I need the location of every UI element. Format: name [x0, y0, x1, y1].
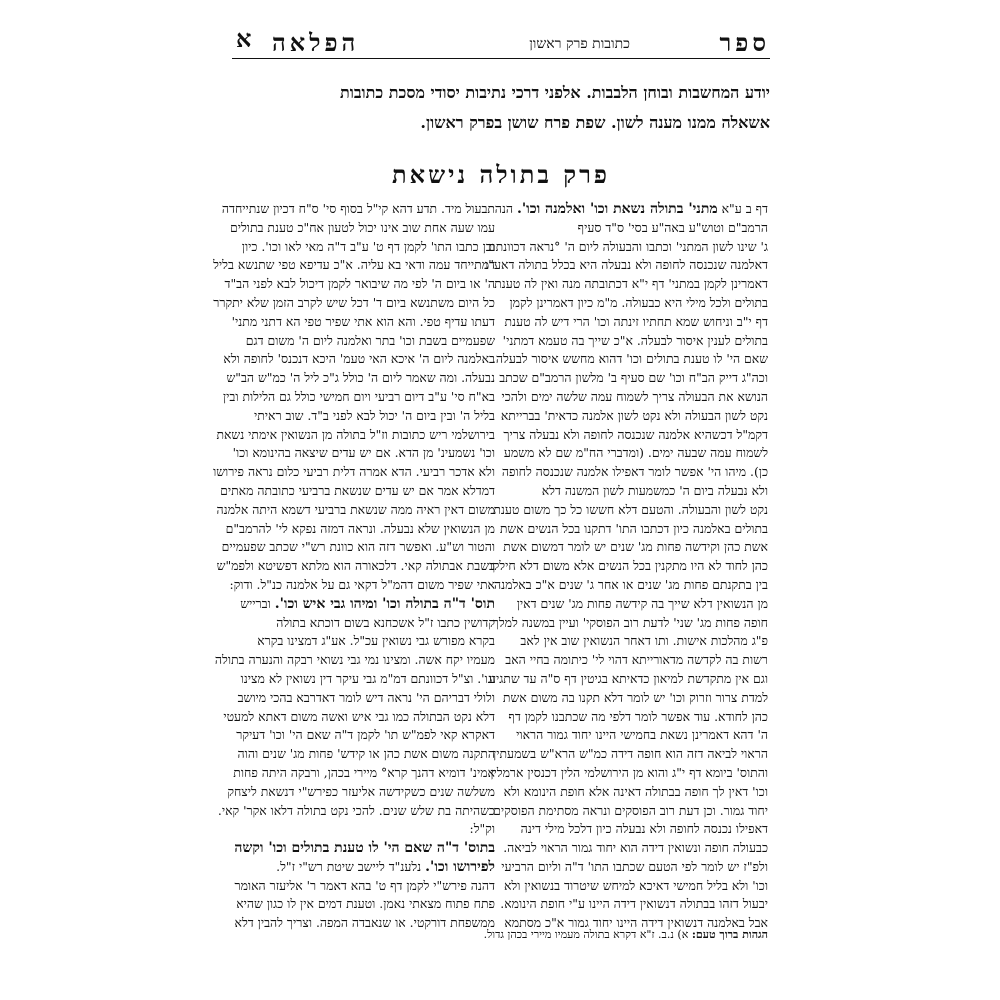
text-line: פ"ג מהלכות אישות. ותו דאחר הנשואין שוב אין לאב — [520, 633, 768, 649]
text-line: ה' דהא דאמרינן נשאת בחמישי היינו יחוד גמור הראוי — [516, 727, 768, 743]
text-line: רשות בה לקדשה מדאורייתא דהוי לי' כיתומה בחיי האב — [505, 652, 768, 668]
right-column — [484, 200, 768, 933]
text-line: וק"ל: — [469, 821, 495, 837]
text-line: הנושא את הבעולה צריך לשמוח עמה שלשה ימים ולהכי — [501, 388, 768, 404]
text-line: אמינ' דומיא דהנך קרא° מיירי בכהן, ורבקה היתה פחות — [233, 764, 495, 780]
intro-line-2: אשאלה ממנו מענה לשון. שפת פרח שושן בפרק ראשון. — [420, 113, 770, 132]
text-line: ולא אדכר רביעי. הדא אמרה דלית רביעי כלום נראה פירושו — [213, 464, 495, 480]
text-line: וכו' נשמעינ' מן הדא. אם יש עדים שיצאה בהינומא וכו' — [232, 445, 495, 461]
text-line: לשמוח עמה שבעה ימים. (ומדברי הח"מ שם לא משמע — [503, 445, 768, 461]
text-line: דאפילו נכנסה לחופה ולא נבעלה כיון דלכל מילי דינה — [520, 821, 768, 837]
text-line: דעתו עדיף טפי. והא הוא אתי שפיר טפי הא דתני מתני' — [231, 313, 495, 329]
right-column-lead: דף ב ע"א מתני' בתולה נשאת וכו' ואלמנה וכו'. הנה — [494, 201, 768, 217]
intro-line-1: יודע המחשבות ובוחן הלבבות. אלפני דרכי נתיבות יסודי מסכת כתובות — [339, 83, 770, 102]
text-line: מן הנשואין דלא שייך בה קידשה פחות מג' שנים דאין — [516, 595, 768, 611]
left-column-lines-c — [233, 877, 495, 933]
text-line: ה' או ביום ה' לפי מה שיבואר לקמן דיכול לבא לפני הב"ד — [224, 276, 495, 292]
running-head-tractate: כתובות פרק ראשון — [529, 36, 630, 52]
right-column-lines — [484, 219, 768, 933]
text-line: התקנה משום אשת כהן או קידש' פחות מג' שנים והוה — [237, 746, 495, 762]
folio-number: א — [236, 24, 252, 53]
text-line: באלמנה ליום ה' איכא האי טעמ' היכא דנכנס' לחופה ולא — [223, 351, 495, 367]
text-line: דאקרא קאי לפמ"ש תו' לקמן ד"ה שאם הי' וכו' דעיקר — [236, 727, 495, 743]
text-line: וכה"ג דייק הב"ח וכו' שם סעיף ב' מלשון הרמב"ם שכתב — [499, 370, 768, 386]
text-line: מן הנשואין שלא נבעלה. ונראה דמזה נפקא לי' להרמב"ם — [225, 520, 495, 536]
text-line: אשת כהן וקידשה פחות מג' שנים יש לומר דמשום אשת — [503, 539, 768, 555]
running-head — [232, 22, 770, 59]
left-column-lines-b — [214, 614, 495, 840]
text-line: שאם הי' לו טענת בתולים וכו' דהוא מחשש איסור לבעלה. — [491, 351, 768, 367]
running-head-sefer: ספר — [719, 28, 770, 57]
text-line: בירושלמי ריש כתובות וז"ל בתולה מן הנשואין אימתי נשאת — [216, 426, 495, 442]
text-line: פתח פתוח מצאתי נאמן. וטענת דמים אין לו כגון שהיא — [236, 896, 495, 912]
text-line: וגו'. וצ"ל דכוונתם דמ"מ גבי עיקר דין נשואין לא מצינו — [240, 670, 495, 686]
left-column — [213, 200, 495, 933]
text-line: תבעול מיד. תדע דהא קי"ל בסוף סי' ס"ח דכיון שנתייחדה — [221, 201, 495, 216]
text-line: וכן כתבו התו' לקמן דף ט' ע"ב ד"ה מאי לאו וכו'. כיון — [241, 238, 495, 254]
left-column-lines-a — [213, 200, 495, 595]
text-line: דלא נקט הבתולה כמו גבי איש ואשה משום דאתא למעטי — [223, 708, 495, 724]
text-line: וכו' ולא בליל חמישי דאיכא למיחש שיטרוד בנשואין ולא — [503, 877, 768, 893]
text-line: ג' שינו לשון המתני' וכתבו והבעולה ליום ה' °נראה דכוונתם — [487, 238, 768, 254]
text-line: מעמיו יקח אשה. ומצינו נמי גבי נשואי רבקה והנערה בתולה — [214, 652, 495, 668]
text-line: דהנה פירש"י לקמן דף ט' בהא דאמר ר' אליעזר האומר — [234, 877, 495, 893]
text-line: משום דאין ראיה ממה שנשאת ברביעי דשמא היתה אלמנה — [216, 501, 495, 517]
text-line: בתולים ולכל מילי היא כבעולה. מ"מ כיון דאמרינן לקמן — [509, 294, 768, 310]
text-line: כבעולה חופה ונשואין דידה הוא יחוד גמור הראוי לביאה. — [503, 840, 768, 856]
text-line: נבעלה. ומה שאמר ליום ה' כולל ג"כ ליל ה' כמ"ש הב"ש — [226, 370, 495, 386]
tos-heading-1: תוס' ד"ה בתולה וכו' ומיהו גבי איש וכו'. וברייש — [240, 595, 495, 612]
text-line: חופה פחות מג' שני' לדעת רוב הפוסקי' ועיין במשנה למלך — [492, 614, 768, 630]
text-line: והטור וש"ע. ואפשר דזה הוא כוונת רש"י שכתב שפעמיים — [221, 539, 495, 555]
text-line: עמו שעה אחת שוב אינו יכול לטעון אח"כ טענת בתולים — [230, 219, 495, 235]
text-line: בשבת אבתולה קאי. דלכאורה הוא מלתא דפשיטא ולפמ"ש — [216, 558, 495, 574]
text-line: ולא נבעלה ביום ה' כמשמעות לשון המשנה דלא — [541, 482, 768, 498]
text-line: משלשה שנים כשקידשה אליעזר כפירש"י דנשאת ליצחק — [227, 783, 495, 799]
text-line: דמדלא אמר אם יש עדים שנשאת ברביעי כתובתה מאתים — [220, 482, 495, 498]
text-line: יבעול דזהו בבתולה דנשואין דידה היינו ע"י חופת הינומא. — [500, 896, 768, 912]
tos-heading-2: בתוס' ד"ה שאם הי' לו טענת בתולים וכו' וקשה — [234, 840, 495, 857]
tos-heading-2-cont: לפירושו וכו'. נלענ"ד ליישב שיטת רש"י ז"ל. — [276, 858, 495, 875]
text-line: בתולים לענין איסור לבעלה. א"כ שייך בה טעמא דמתני' — [502, 332, 768, 348]
text-line: בקרא מפורש גבי נשואין עכ"ל. אע"ג דמצינו בקרא — [257, 633, 495, 649]
text-line: יחוד גמור. וכן דעת רוב הפוסקים ונראה מסתימת הפוסקים — [493, 802, 768, 818]
text-line: כשהיתה בת שלש שנים. להכי נקט בתולה דלאו אקר' קאי. — [217, 802, 495, 818]
text-line: בתולים באלמנה כיון דכתבו התו' דתקנו בכל הנשים אשת — [499, 520, 768, 536]
text-line: ולולי דבריהם הי' נראה דיש לומר דאדרבא בהכי מיושב — [237, 689, 495, 705]
chapter-title: פרק בתולה נישאת — [392, 160, 610, 189]
text-line: שפעמיים בשבת וכו' בתר ואלמנה ליום ה' משום דגם — [245, 332, 495, 348]
text-line: כל היום משתנשא ביום ד' דכל שיש לקרב הזמן שלא יתקרר — [213, 294, 495, 310]
running-head-book-name: הפלאה — [272, 28, 360, 57]
text-line: וכו' דאין לך חופה בבתולה דאינה אלא חופת הינומא ולא — [503, 783, 768, 799]
text-line: כהן לחוד לא היו מתקנין בכל הנשים אלא משום דלא חילקו — [489, 558, 768, 574]
text-line: ממשפחת דורקטי. או שנאבדה המפה. וצריך להבין דלא — [234, 915, 495, 931]
text-line: למדת צרור וזרוק וכו' יש לומר דלא תקנו בה משום אשת — [502, 689, 768, 705]
text-line: דקמ"ל דכשהיא אלמנה שנכנסה לחופה ולא נבעלה צריך — [503, 426, 768, 442]
text-line: נקט לשון הבעולה ולא נקט לשון אלמנה כדאית' בברייתא — [500, 407, 768, 423]
text-line: וגם אין מתקדשת למיאון כדאיתא בגיטין דף ס"ה עד שתגיע — [488, 670, 768, 686]
text-line: כן). מיהו הי' אפשר לומר דאפילו אלמנה שנכנסה לחופה — [501, 464, 768, 480]
text-line: ולפ"ז יש לומר לפי הטעם שכתבו התו' ד"ה וליום הרביעי — [501, 858, 768, 874]
text-line: כהן לחודא. עוד אפשר לומר דלפי מה שכתבנו לקמן דף — [508, 708, 768, 724]
text-line: אתי שפיר משום דהמ"ל דקאי גם על אלמנה כנ"ל. ודוק: — [229, 576, 495, 592]
text-line: אבל באלמנה דנשואין דידה היינו יחוד גמור א"כ מסתמא — [504, 915, 768, 931]
text-line: בא"ח סי' ע"ב דיום רביעי ויום חמישי כולל גם הלילות ובין — [222, 388, 495, 404]
text-line: דף י"ב וניחוש שמא תחתיו זינתה וכו' הרי דיש לה טענת — [504, 313, 768, 329]
text-line: בליל ה' ובין ביום ה' יכול לבא לפני ב"ד. שוב ראיתי — [253, 407, 495, 423]
text-line: דאמרינן לקמן במתני' דף י"א דכתובתה מנה ואין לה טענת — [494, 276, 768, 292]
footnote: הגהות ברוך טעם: א) נ.ב. ז"א דקרא בתולה מעמיו מיירי בכהן גדול. — [483, 928, 768, 941]
text-line: דמתייחד עמה ודאי בא עליה. א"כ עדיפא טפי שתנשא בליל — [213, 257, 495, 273]
text-line: קדושין כתבו ז"ל אשכחנא בשום דוכתא בתולה — [276, 614, 495, 630]
text-line: והתוס' ביומא דף י"ג והוא מן הירושלמי הלין דכנסין ארמלין — [490, 764, 768, 780]
text-line: דאלמנה שנכנסה לחופה ולא נבעלה היא בכלל בתולה דאע"ג — [484, 257, 768, 273]
text-line: נקט לשון והבעולה. והטעם דלא חששו כל כך משום טענת — [493, 501, 768, 517]
text-line: הרמב"ם וטוש"ע באה"ע בסי' ס"ד סעיף — [577, 219, 768, 235]
text-line: בין בתקנתם פחות מג' שנים או אחר ג' שנים א"כ באלמנה — [493, 576, 768, 592]
text-line: הראוי לביאה דזה הוא חופה דידה כמ"ש הרא"ש בשמעתין — [493, 746, 768, 762]
intro-paragraph — [250, 78, 770, 138]
